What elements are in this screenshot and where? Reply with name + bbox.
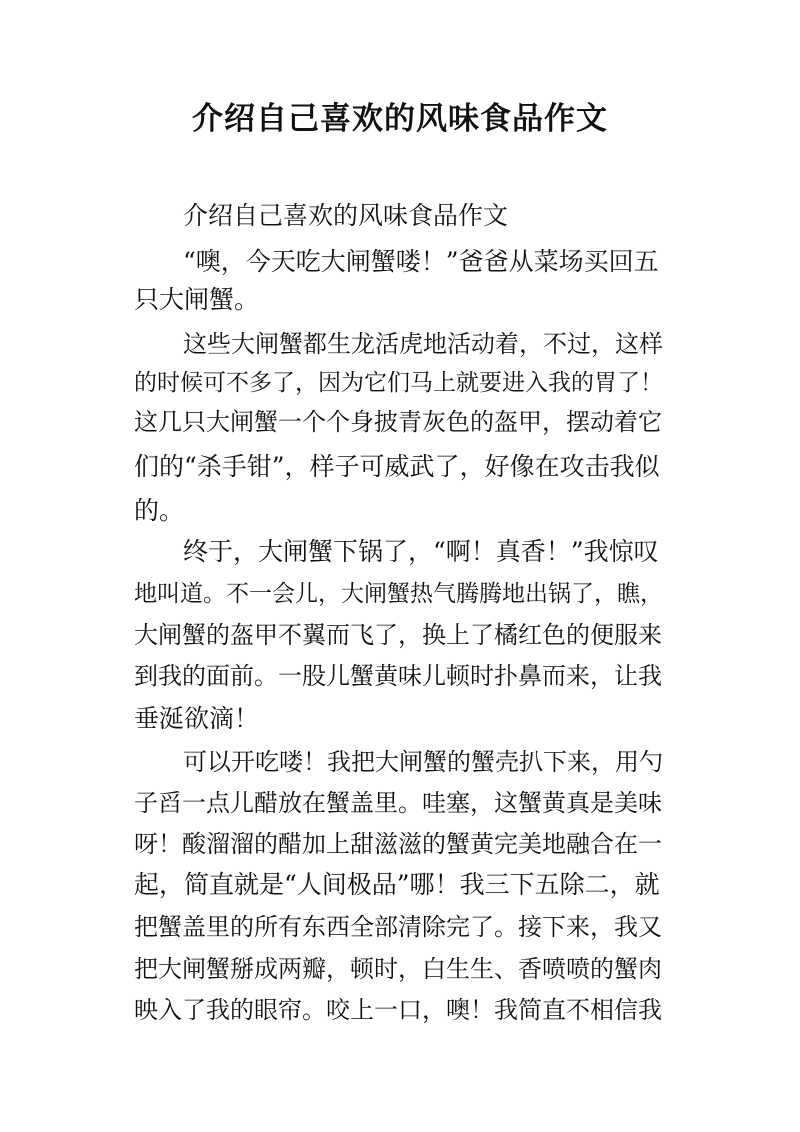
paragraph-line: 子舀一点儿醋放在蟹盖里。哇塞，这蟹黄真是美味 [134, 789, 662, 817]
paragraph-line: 的。 [134, 496, 185, 525]
paragraph-line: 这几只大闸蟹一个个身披青灰色的盔甲，摆动着它 [134, 408, 662, 436]
paragraph-line: 只大闸蟹。 [134, 285, 260, 314]
paragraph-line: 终于，大闸蟹下锅了，“啊！真香！”我惊叹 [183, 537, 659, 566]
paragraph-line: 把大闸蟹掰成两瓣，顿时，白生生、香喷喷的蟹肉 [134, 955, 662, 983]
paragraph-line: 呀！酸溜溜的醋加上甜滋滋的蟹黄完美地融合在一 [134, 830, 662, 858]
paragraph-line: 的时候可不多了，因为它们马上就要进入我的胃了！ [134, 370, 663, 396]
document-title: 介绍自己喜欢的风味食品作文 [192, 101, 608, 137]
paragraph-line: 介绍自己喜欢的风味食品作文 [183, 201, 509, 230]
paragraph-line: 到我的面前。一股儿蟹黄味儿顿时扑鼻而来，让我 [134, 662, 662, 690]
paragraph-line: 大闸蟹的盔甲不翼而飞了，换上了橘红色的便服来 [134, 621, 662, 649]
paragraph-line: 起，简直就是“人间极品”哪！我三下五除二，就 [134, 870, 660, 899]
paragraph-line: “噢，今天吃大闸蟹喽！”爸爸从菜场买回五 [183, 247, 659, 276]
paragraph-line: 映入了我的眼帘。咬上一口，噢！我简直不相信我 [134, 996, 662, 1024]
paragraph-line: 地叫道。不一会儿，大闸蟹热气腾腾地出锅了，瞧， [134, 581, 663, 607]
paragraph-line: 这些大闸蟹都生龙活虎地活动着，不过，这样 [183, 330, 663, 358]
paragraph-line: 垂涎欲滴！ [134, 704, 260, 733]
paragraph-line: 们的“杀手钳”，样子可威武了，好像在攻击我似 [134, 452, 660, 481]
paragraph-line: 把蟹盖里的所有东西全部清除完了。接下来，我又 [134, 913, 662, 941]
paragraph-line: 可以开吃喽！我把大闸蟹的蟹壳扒下来，用勺 [183, 748, 663, 776]
